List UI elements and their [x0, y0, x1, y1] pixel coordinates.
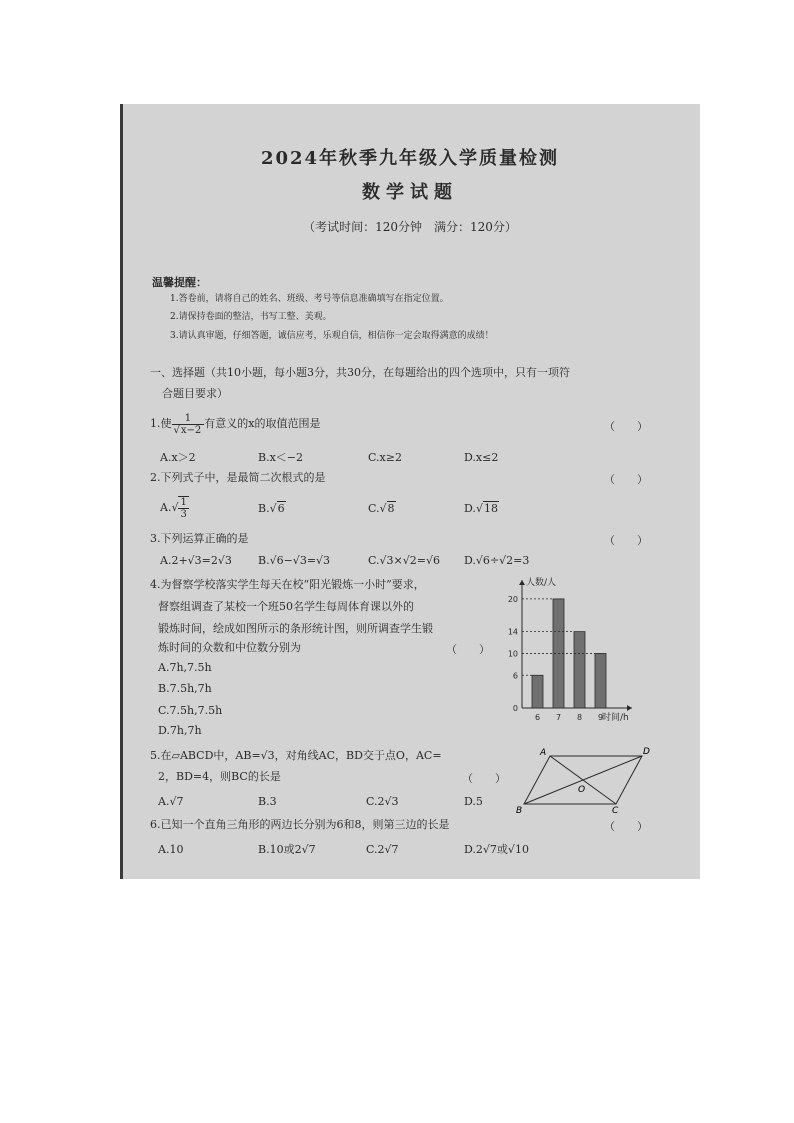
question-6: 6.已知一个直角三角形的两边长分别为6和8，则第三边的长是: [150, 818, 450, 831]
exam-info: （考试时间：120分钟 满分：120分）: [303, 220, 517, 234]
q1-frac-den: √x−2: [173, 424, 202, 436]
y-tick-label: 6: [512, 671, 518, 681]
vertex-label-b: B: [516, 806, 523, 814]
answer-paren[interactable]: （ ）: [446, 643, 490, 656]
q1-option-a: A.x＞2: [160, 451, 196, 464]
question-5-line: 5.在▱ABCD中，AB=√3，对角线AC，BD交于点O，AC=: [150, 749, 442, 762]
q6-option-a: A.10: [158, 843, 184, 856]
question-1: [150, 410, 320, 438]
tips-heading: 温馨提醒：: [152, 276, 207, 289]
vertex-label-d: D: [643, 747, 650, 757]
q2-option-d: D.√18: [464, 502, 498, 515]
q5-option-d: D.5: [464, 795, 483, 808]
q3-option-c: C.√3×√2=√6: [368, 554, 440, 567]
q1-prefix: 1.使: [150, 417, 172, 430]
q1-suffix: 有意义的x的取值范围是: [204, 417, 321, 430]
q6-option-b: B.10或2√7: [258, 843, 316, 856]
q6-option-c: C.2√7: [366, 843, 399, 856]
exam-paper: [120, 104, 700, 879]
q4-option-a: A.7h,7.5h: [158, 661, 212, 674]
tip-item: 2.请保持卷面的整洁，书写工整、美观。: [170, 312, 332, 322]
q3-option-b: B.√6−√3=√3: [258, 554, 331, 567]
q5-option-a: A.√7: [158, 795, 184, 808]
tip-item: 1.答卷前，请将自己的姓名、班级、考号等信息准确填写在指定位置。: [170, 294, 449, 304]
parallelogram-figure: [512, 744, 652, 814]
x-tick-label: 7: [555, 713, 562, 722]
answer-paren[interactable]: （ ）: [604, 820, 648, 833]
q2-option-a: A.√ $\frac{1}{3}$: [160, 497, 187, 520]
question-4-line: 督察组调查了某校一个班50名学生每周体育课以外的: [158, 600, 414, 613]
x-axis-label: 时间/h: [602, 713, 629, 723]
y-tick-label: 20: [507, 594, 518, 604]
diagonal-bd: [524, 756, 642, 804]
answer-paren[interactable]: （ ）: [604, 420, 648, 433]
question-3: 3.下列运算正确的是: [150, 532, 249, 545]
q1-frac-num: 1: [172, 413, 205, 425]
exam-subtitle: 数学试题: [362, 182, 458, 203]
y-tick-label: 10: [507, 649, 518, 659]
x-tick-label: 9: [597, 713, 604, 722]
answer-paren[interactable]: （ ）: [462, 772, 506, 785]
section-heading-cont: 合题目要求）: [162, 387, 228, 400]
question-5-line: 2，BD=4，则BC的长是: [158, 770, 281, 783]
bar-chart: [492, 574, 652, 726]
y-tick-label: 14: [507, 627, 518, 637]
question-2: 2.下列式子中，是最简二次根式的是: [150, 471, 326, 484]
question-4-line: 4.为督察学校落实学生每天在校“阳光锻炼一小时”要求，: [150, 578, 425, 591]
q4-option-d: D.7h,7h: [158, 724, 202, 737]
vertex-label-c: C: [612, 806, 619, 814]
q1-fraction: [172, 413, 205, 436]
x-tick-label: 6: [534, 713, 541, 722]
y-axis-arrow: [519, 580, 525, 585]
y-tick-label: 0: [512, 704, 518, 713]
x-tick-label: 8: [576, 713, 583, 722]
y-axis-label: 人数/人: [526, 578, 557, 588]
bar: [574, 632, 585, 708]
q4-option-b: B.7.5h,7h: [158, 682, 212, 695]
x-axis-arrow: [627, 705, 632, 711]
question-4-line: 炼时间的众数和中位数分别为: [158, 641, 301, 654]
q2-option-b: B.√6: [258, 502, 285, 515]
answer-paren[interactable]: （ ）: [604, 534, 648, 547]
q4-option-c: C.7.5h,7.5h: [158, 704, 223, 717]
exam-title: 2024年秋季九年级入学质量检测: [260, 148, 560, 169]
answer-paren[interactable]: （ ）: [604, 473, 648, 486]
vertex-label-a: A: [540, 748, 547, 758]
q1-option-d: D.x≤2: [464, 451, 499, 464]
bar: [532, 675, 543, 708]
tip-item: 3.请认真审题，仔细答题，诚信应考，乐观自信，相信你一定会取得满意的成绩！: [170, 331, 494, 341]
q1-option-b: B.x＜−2: [258, 451, 303, 464]
bar: [595, 653, 606, 708]
question-4-line: 锻炼时间，绘成如图所示的条形统计图，则所调查学生锻: [158, 622, 433, 635]
q3-option-a: A.2+√3=2√3: [160, 554, 232, 567]
q2-option-c: C.√8: [368, 502, 395, 515]
vertex-label-o: O: [578, 785, 586, 795]
q3-option-d: D.√6÷√2=3: [464, 554, 530, 567]
section-heading: 一、选择题（共10小题，每小题3分，共30分，在每题给出的四个选项中，只有一项符: [150, 366, 570, 379]
q5-option-b: B.3: [258, 795, 277, 808]
q5-option-c: C.2√3: [366, 795, 399, 808]
q6-option-d: D.2√7或√10: [464, 843, 529, 856]
q1-option-c: C.x≥2: [368, 451, 402, 464]
